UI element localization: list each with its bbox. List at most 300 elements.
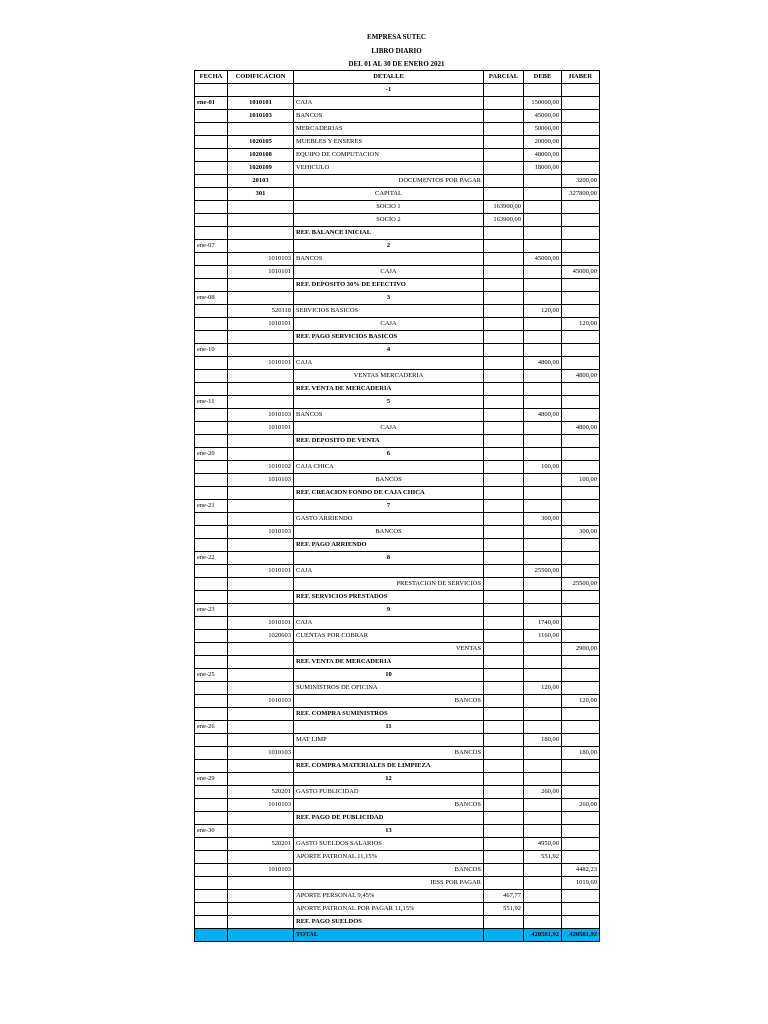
cell-parcial xyxy=(484,149,524,162)
cell-haber xyxy=(562,84,600,97)
table-row xyxy=(195,370,600,383)
cell-fecha: ene-08 xyxy=(195,292,228,305)
cell-fecha: ene-21 xyxy=(195,500,228,513)
cell-detalle: BANCOS xyxy=(294,695,484,708)
cell-haber xyxy=(562,227,600,240)
cell-codificacion: 1010103 xyxy=(228,409,294,422)
cell-codificacion xyxy=(228,760,294,773)
table-row xyxy=(195,760,600,773)
cell-fecha: ene-22 xyxy=(195,552,228,565)
table-row xyxy=(195,812,600,825)
cell-haber: 327800,00 xyxy=(562,188,600,201)
cell-parcial xyxy=(484,240,524,253)
cell-debe xyxy=(524,799,562,812)
cell-detalle: APORTE PERSONAL 9,45% xyxy=(294,890,484,903)
cell-codificacion xyxy=(228,500,294,513)
cell-detalle: 9 xyxy=(294,604,484,617)
table-row xyxy=(195,136,600,149)
cell-fecha xyxy=(195,266,228,279)
cell-parcial xyxy=(484,851,524,864)
cell-detalle: 2 xyxy=(294,240,484,253)
cell-haber xyxy=(562,500,600,513)
cell-fecha xyxy=(195,188,228,201)
cell-fecha: ene-11 xyxy=(195,396,228,409)
cell-debe: 100,00 xyxy=(524,461,562,474)
cell-debe xyxy=(524,487,562,500)
cell-detalle: BANCOS xyxy=(294,747,484,760)
cell-parcial xyxy=(484,760,524,773)
table-row xyxy=(195,474,600,487)
cell-fecha xyxy=(195,643,228,656)
cell-detalle: VEHICULO xyxy=(294,162,484,175)
cell-detalle: 3 xyxy=(294,292,484,305)
table-row xyxy=(195,734,600,747)
cell-fecha xyxy=(195,903,228,916)
cell-haber xyxy=(562,123,600,136)
cell-haber xyxy=(562,344,600,357)
cell-fecha xyxy=(195,149,228,162)
cell-debe xyxy=(524,825,562,838)
cell-detalle: GASTO SUELDOS SALARIOS xyxy=(294,838,484,851)
table-row xyxy=(195,110,600,123)
cell-fecha: ene-10 xyxy=(195,344,228,357)
cell-debe xyxy=(524,708,562,721)
cell-parcial xyxy=(484,773,524,786)
cell-codificacion xyxy=(228,201,294,214)
cell-fecha xyxy=(195,799,228,812)
table-row xyxy=(195,331,600,344)
cell-haber: 45000,00 xyxy=(562,266,600,279)
cell-fecha xyxy=(195,474,228,487)
cell-debe: 180,00 xyxy=(524,734,562,747)
cell-haber xyxy=(562,97,600,110)
cell-fecha xyxy=(195,435,228,448)
cell-detalle: REF. COMPRA SUMINISTROS xyxy=(294,708,484,721)
cell-debe xyxy=(524,448,562,461)
cell-parcial xyxy=(484,474,524,487)
cell-detalle: APORTE PATRONAL 11,15% xyxy=(294,851,484,864)
table-row xyxy=(195,877,600,890)
period-label: DEL 01 AL 30 DE ENERO 2021 xyxy=(348,60,445,68)
cell-detalle: REF. COMPRA MATERIALES DE LIMPIEZA xyxy=(294,760,484,773)
cell-debe xyxy=(524,318,562,331)
cell-parcial xyxy=(484,669,524,682)
cell-codificacion xyxy=(228,851,294,864)
cell-codificacion: 520118 xyxy=(228,305,294,318)
cell-debe xyxy=(524,552,562,565)
company-name: EMPRESA SUTEC xyxy=(367,33,426,41)
cell-parcial xyxy=(484,747,524,760)
total-haber: 420581,92 xyxy=(562,929,600,942)
cell-fecha xyxy=(195,136,228,149)
cell-haber xyxy=(562,630,600,643)
cell-debe xyxy=(524,84,562,97)
cell-codificacion: 1010103 xyxy=(228,110,294,123)
cell-debe xyxy=(524,435,562,448)
table-row xyxy=(195,84,600,97)
cell-codificacion: 1020108 xyxy=(228,149,294,162)
cell-detalle: 6 xyxy=(294,448,484,461)
cell-detalle: 5 xyxy=(294,396,484,409)
cell-haber xyxy=(562,812,600,825)
cell-detalle: BANCOS xyxy=(294,409,484,422)
cell-debe xyxy=(524,201,562,214)
cell-debe xyxy=(524,747,562,760)
cell-debe xyxy=(524,474,562,487)
cell-haber: 3200,00 xyxy=(562,175,600,188)
cell-parcial xyxy=(484,331,524,344)
cell-detalle: BANCOS xyxy=(294,864,484,877)
cell-parcial xyxy=(484,799,524,812)
cell-haber xyxy=(562,656,600,669)
cell-debe: 45000,00 xyxy=(524,253,562,266)
cell-haber xyxy=(562,253,600,266)
cell-parcial xyxy=(484,695,524,708)
cell-detalle: BANCOS xyxy=(294,526,484,539)
cell-fecha xyxy=(195,84,228,97)
cell-parcial xyxy=(484,513,524,526)
cell-codificacion: 1010103 xyxy=(228,474,294,487)
cell-fecha xyxy=(195,812,228,825)
cell-detalle: 13 xyxy=(294,825,484,838)
table-row xyxy=(195,513,600,526)
table-row xyxy=(195,669,600,682)
table-row xyxy=(195,448,600,461)
cell-parcial xyxy=(484,448,524,461)
table-row xyxy=(195,487,600,500)
cell-haber xyxy=(562,591,600,604)
cell-debe xyxy=(524,214,562,227)
cell-debe xyxy=(524,539,562,552)
cell-detalle: GASTO ARRIENDO xyxy=(294,513,484,526)
cell-debe xyxy=(524,773,562,786)
cell-codificacion xyxy=(228,734,294,747)
cell-haber xyxy=(562,890,600,903)
cell-debe xyxy=(524,916,562,929)
cell-detalle: 4 xyxy=(294,344,484,357)
col-header-haber: HABER xyxy=(562,71,600,84)
cell-parcial xyxy=(484,409,524,422)
total-debe: 420581,92 xyxy=(524,929,562,942)
table-row xyxy=(195,175,600,188)
cell-haber: 120,00 xyxy=(562,318,600,331)
cell-codificacion: 1010102 xyxy=(228,461,294,474)
cell-parcial xyxy=(484,383,524,396)
cell-debe xyxy=(524,175,562,188)
cell-codificacion: 1010101 xyxy=(228,357,294,370)
cell-detalle: 7 xyxy=(294,500,484,513)
cell-parcial xyxy=(484,565,524,578)
cell-debe xyxy=(524,266,562,279)
table-row xyxy=(195,916,600,929)
cell-codificacion: 1010103 xyxy=(228,695,294,708)
cell-detalle: REF. PAGO SERVICIOS BASICOS xyxy=(294,331,484,344)
cell-codificacion xyxy=(228,240,294,253)
cell-fecha: ene-20 xyxy=(195,448,228,461)
cell-fecha xyxy=(195,253,228,266)
cell-haber xyxy=(562,851,600,864)
cell-codificacion xyxy=(228,825,294,838)
journal-table xyxy=(194,70,600,942)
cell-debe: 551,92 xyxy=(524,851,562,864)
table-row xyxy=(195,682,600,695)
cell-fecha xyxy=(195,383,228,396)
cell-codificacion xyxy=(228,656,294,669)
cell-debe xyxy=(524,656,562,669)
table-row xyxy=(195,851,600,864)
cell-fecha xyxy=(195,890,228,903)
cell-haber xyxy=(562,617,600,630)
cell-codificacion xyxy=(228,344,294,357)
cell-haber xyxy=(562,669,600,682)
cell-debe xyxy=(524,669,562,682)
cell-haber xyxy=(562,201,600,214)
cell-debe xyxy=(524,864,562,877)
cell-debe: 48000,00 xyxy=(524,149,562,162)
table-row xyxy=(195,344,600,357)
cell-codificacion xyxy=(228,591,294,604)
table-row xyxy=(195,565,600,578)
cell-detalle: BANCOS xyxy=(294,799,484,812)
cell-haber: 180,00 xyxy=(562,747,600,760)
col-header-fecha: FECHA xyxy=(195,71,228,84)
table-row xyxy=(195,747,600,760)
cell-detalle: MAT LIMP xyxy=(294,734,484,747)
cell-debe xyxy=(524,877,562,890)
cell-haber xyxy=(562,708,600,721)
table-row xyxy=(195,409,600,422)
journal-body xyxy=(195,84,600,929)
cell-parcial xyxy=(484,656,524,669)
cell-detalle: SOCIO 1 xyxy=(294,201,484,214)
cell-codificacion: 1010103 xyxy=(228,864,294,877)
cell-debe xyxy=(524,383,562,396)
cell-detalle: CAPITAL xyxy=(294,188,484,201)
cell-fecha xyxy=(195,201,228,214)
cell-parcial xyxy=(484,396,524,409)
total-label: TOTAL xyxy=(294,929,484,942)
cell-debe xyxy=(524,604,562,617)
cell-debe xyxy=(524,591,562,604)
table-row xyxy=(195,396,600,409)
cell-codificacion xyxy=(228,773,294,786)
cell-codificacion: 1010103 xyxy=(228,253,294,266)
table-row xyxy=(195,539,600,552)
cell-detalle: CAJA xyxy=(294,617,484,630)
cell-parcial xyxy=(484,136,524,149)
cell-parcial xyxy=(484,682,524,695)
cell-haber xyxy=(562,565,600,578)
cell-detalle: -1 xyxy=(294,84,484,97)
cell-fecha xyxy=(195,786,228,799)
cell-detalle: CAJA xyxy=(294,318,484,331)
cell-codificacion xyxy=(228,916,294,929)
cell-detalle: REF. BALANCE INICIAL xyxy=(294,227,484,240)
cell-haber xyxy=(562,331,600,344)
table-row xyxy=(195,214,600,227)
cell-parcial xyxy=(484,227,524,240)
cell-codificacion xyxy=(228,552,294,565)
cell-codificacion: 520201 xyxy=(228,786,294,799)
cell-fecha xyxy=(195,110,228,123)
cell-fecha xyxy=(195,526,228,539)
cell-haber xyxy=(562,773,600,786)
cell-haber: 2900,00 xyxy=(562,643,600,656)
cell-debe: 120,00 xyxy=(524,682,562,695)
cell-debe xyxy=(524,500,562,513)
cell-detalle: BANCOS xyxy=(294,110,484,123)
cell-parcial xyxy=(484,279,524,292)
table-row xyxy=(195,500,600,513)
cell-haber: 1019,69 xyxy=(562,877,600,890)
cell-codificacion xyxy=(228,890,294,903)
cell-codificacion xyxy=(228,435,294,448)
cell-detalle: 12 xyxy=(294,773,484,786)
cell-haber xyxy=(562,292,600,305)
cell-fecha xyxy=(195,682,228,695)
cell-detalle: REF. PAGO DE PUBLICIDAD xyxy=(294,812,484,825)
cell-haber xyxy=(562,461,600,474)
cell-parcial xyxy=(484,318,524,331)
cell-codificacion xyxy=(228,448,294,461)
cell-haber xyxy=(562,110,600,123)
cell-haber xyxy=(562,305,600,318)
col-header-parcial: PARCIAL xyxy=(484,71,524,84)
cell-parcial xyxy=(484,305,524,318)
cell-codificacion xyxy=(228,227,294,240)
table-row xyxy=(195,461,600,474)
cell-parcial xyxy=(484,357,524,370)
cell-debe xyxy=(524,578,562,591)
cell-fecha xyxy=(195,513,228,526)
cell-fecha xyxy=(195,370,228,383)
cell-codificacion xyxy=(228,214,294,227)
cell-parcial xyxy=(484,591,524,604)
cell-debe xyxy=(524,292,562,305)
cell-haber: 100,00 xyxy=(562,474,600,487)
cell-parcial xyxy=(484,266,524,279)
cell-parcial xyxy=(484,84,524,97)
cell-fecha: ene-26 xyxy=(195,721,228,734)
cell-detalle: REF. CREACION FONDO DE CAJA CHICA xyxy=(294,487,484,500)
cell-fecha xyxy=(195,695,228,708)
table-row xyxy=(195,578,600,591)
cell-codificacion xyxy=(228,292,294,305)
cell-codificacion xyxy=(228,669,294,682)
col-header-debe: DEBE xyxy=(524,71,562,84)
cell-haber xyxy=(562,513,600,526)
cell-haber xyxy=(562,734,600,747)
cell-fecha xyxy=(195,578,228,591)
table-row xyxy=(195,201,600,214)
cell-debe xyxy=(524,721,562,734)
cell-parcial: 551,92 xyxy=(484,903,524,916)
cell-fecha xyxy=(195,305,228,318)
cell-codificacion xyxy=(228,123,294,136)
cell-codificacion xyxy=(228,812,294,825)
table-row xyxy=(195,305,600,318)
cell-fecha xyxy=(195,214,228,227)
cell-fecha xyxy=(195,487,228,500)
table-row xyxy=(195,656,600,669)
cell-fecha xyxy=(195,539,228,552)
cell-debe: 300,00 xyxy=(524,513,562,526)
cell-haber: 120,00 xyxy=(562,695,600,708)
cell-codificacion xyxy=(228,708,294,721)
cell-haber xyxy=(562,448,600,461)
cell-parcial xyxy=(484,552,524,565)
cell-fecha xyxy=(195,318,228,331)
table-row xyxy=(195,97,600,110)
cell-parcial xyxy=(484,734,524,747)
cell-debe xyxy=(524,227,562,240)
cell-detalle: DOCUMENTOS POR PAGAR xyxy=(294,175,484,188)
cell-debe xyxy=(524,760,562,773)
cell-detalle: SERVICIOS BASICOS xyxy=(294,305,484,318)
cell-haber xyxy=(562,149,600,162)
cell-haber xyxy=(562,721,600,734)
cell-codificacion xyxy=(228,682,294,695)
total-cell-fecha xyxy=(195,929,228,942)
cell-detalle: CUENTAS POR COBRAR xyxy=(294,630,484,643)
cell-fecha xyxy=(195,279,228,292)
cell-codificacion xyxy=(228,487,294,500)
cell-haber xyxy=(562,916,600,929)
cell-debe xyxy=(524,279,562,292)
cell-codificacion xyxy=(228,331,294,344)
table-row xyxy=(195,799,600,812)
cell-parcial xyxy=(484,487,524,500)
cell-detalle: PRESTACION DE SERVICIOS xyxy=(294,578,484,591)
cell-fecha xyxy=(195,565,228,578)
cell-debe xyxy=(524,903,562,916)
cell-parcial xyxy=(484,604,524,617)
cell-parcial xyxy=(484,838,524,851)
cell-fecha: ene-30 xyxy=(195,825,228,838)
cell-fecha xyxy=(195,409,228,422)
cell-haber xyxy=(562,279,600,292)
cell-codificacion xyxy=(228,643,294,656)
cell-fecha xyxy=(195,877,228,890)
table-row xyxy=(195,695,600,708)
cell-debe xyxy=(524,240,562,253)
cell-detalle: BANCOS xyxy=(294,253,484,266)
cell-parcial xyxy=(484,643,524,656)
cell-codificacion: 1010103 xyxy=(228,526,294,539)
cell-detalle: REF. SERVICIOS PRESTADOS xyxy=(294,591,484,604)
cell-fecha xyxy=(195,656,228,669)
cell-codificacion: 1010101 xyxy=(228,266,294,279)
cell-parcial xyxy=(484,344,524,357)
cell-detalle: SOCIO 2 xyxy=(294,214,484,227)
cell-parcial xyxy=(484,708,524,721)
table-row xyxy=(195,266,600,279)
table-row xyxy=(195,292,600,305)
cell-parcial xyxy=(484,812,524,825)
cell-detalle: REF. PAGO SUELDOS xyxy=(294,916,484,929)
cell-parcial xyxy=(484,435,524,448)
cell-haber xyxy=(562,786,600,799)
table-row xyxy=(195,604,600,617)
cell-codificacion: 1010101 xyxy=(228,422,294,435)
cell-fecha xyxy=(195,123,228,136)
cell-detalle: 11 xyxy=(294,721,484,734)
cell-codificacion xyxy=(228,279,294,292)
cell-detalle: CAJA xyxy=(294,97,484,110)
cell-detalle: BANCOS xyxy=(294,474,484,487)
cell-codificacion xyxy=(228,604,294,617)
cell-detalle: REF. PAGO ARRIENDO xyxy=(294,539,484,552)
